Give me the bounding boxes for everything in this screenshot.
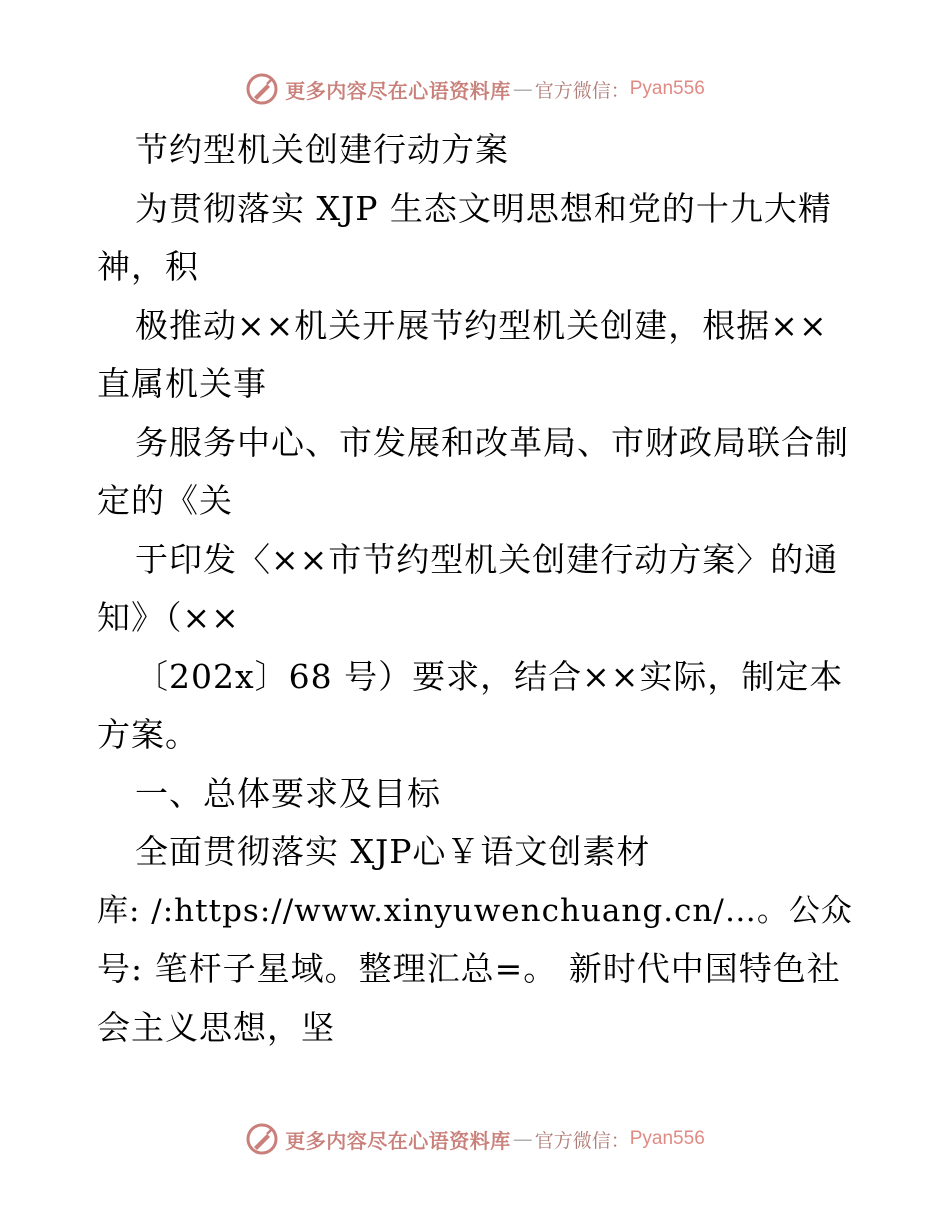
pen-logo-icon	[245, 72, 279, 106]
document-body	[97, 121, 857, 1057]
text-line: 为贯彻落实 XJP 生态文明思想和党的十九大精	[135, 188, 832, 228]
text-line: 方案。	[97, 715, 199, 754]
text-line: 〔202x〕68 号）要求，结合××实际，制定本	[135, 656, 844, 696]
watermark-wechat-label: 官方微信：	[534, 1129, 630, 1152]
text-line: 于印发〈××市节约型机关创建行动方案〉的通	[135, 539, 839, 579]
text-line: 直属机关事	[97, 364, 267, 403]
watermark-text: 更多内容尽在心语资料库	[285, 78, 511, 103]
watermark-dash: —	[512, 1127, 533, 1151]
text-line: 定的《关	[97, 481, 233, 520]
text-line: 号: 笔杆子星域。整理汇总=。 新时代中国特色社	[97, 949, 841, 988]
text-line: 全面贯彻落实 XJP心￥语文创素材	[135, 832, 651, 871]
text-line: 极推动××机关开展节约型机关创建，根据××	[135, 305, 828, 345]
footer-watermark	[0, 1121, 950, 1157]
watermark-dash: —	[512, 77, 533, 101]
watermark-text: 更多内容尽在心语资料库	[285, 1128, 511, 1153]
watermark-wechat-label: 官方微信：	[534, 79, 630, 102]
pen-logo-icon	[245, 1122, 279, 1156]
section-heading: 一、总体要求及目标	[135, 773, 441, 813]
document-title: 节约型机关创建行动方案	[135, 130, 509, 169]
watermark-wechat-id: Pyan556	[629, 78, 705, 99]
text-line: 会主义思想，坚	[97, 1007, 335, 1047]
text-line: 知》（××	[97, 598, 240, 637]
header-watermark	[0, 71, 950, 107]
text-line: 务服务中心、市发展和改革局、市财政局联合制	[135, 422, 849, 462]
text-line-url: 库: /:https://www.xinyuwenchuang.cn/…。公众	[97, 892, 853, 929]
text-line: 神，积	[97, 247, 199, 286]
watermark-wechat-id: Pyan556	[629, 1128, 705, 1149]
